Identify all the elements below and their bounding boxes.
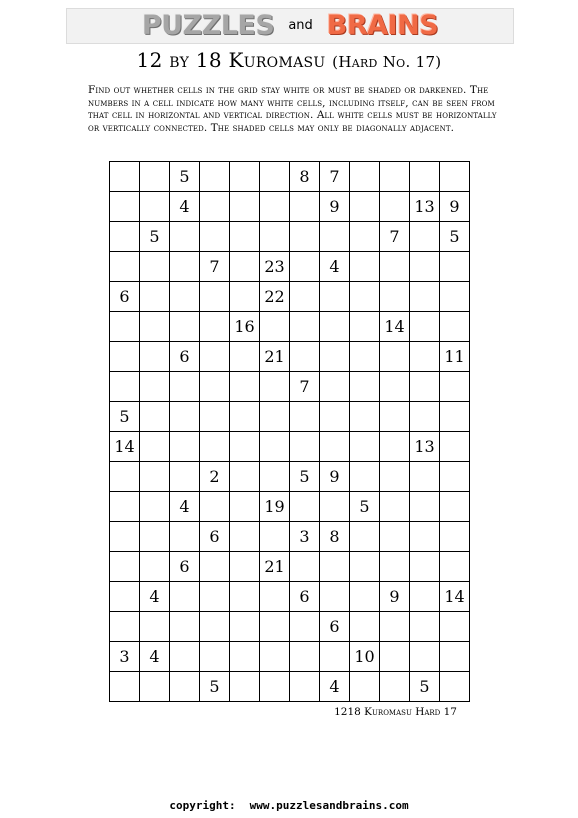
grid-cell[interactable]	[290, 492, 320, 522]
grid-cell[interactable]	[260, 672, 290, 702]
clue-cell[interactable]: 6	[200, 522, 230, 552]
grid-cell[interactable]	[350, 522, 380, 552]
grid-cell[interactable]	[170, 252, 200, 282]
grid-cell[interactable]	[290, 432, 320, 462]
grid-cell[interactable]	[440, 612, 470, 642]
clue-cell[interactable]: 7	[200, 252, 230, 282]
clue-cell[interactable]: 6	[170, 552, 200, 582]
grid-cell[interactable]	[410, 402, 440, 432]
grid-cell[interactable]	[350, 282, 380, 312]
grid-cell[interactable]	[170, 312, 200, 342]
clue-cell[interactable]: 14	[440, 582, 470, 612]
grid-cell[interactable]	[110, 342, 140, 372]
grid-cell[interactable]	[290, 312, 320, 342]
grid-cell[interactable]	[380, 432, 410, 462]
grid-cell[interactable]	[140, 462, 170, 492]
grid-cell[interactable]	[410, 582, 440, 612]
grid-cell[interactable]	[110, 522, 140, 552]
grid-cell[interactable]	[350, 222, 380, 252]
puzzle-grid	[109, 161, 470, 702]
grid-cell[interactable]	[410, 522, 440, 552]
grid-cell[interactable]	[380, 192, 410, 222]
grid-cell[interactable]	[410, 162, 440, 192]
clue-cell[interactable]: 8	[290, 162, 320, 192]
grid-cell[interactable]	[320, 642, 350, 672]
grid-cell[interactable]	[350, 162, 380, 192]
grid-cell[interactable]	[350, 402, 380, 432]
header-banner	[66, 8, 514, 44]
grid-cell[interactable]	[200, 192, 230, 222]
grid-cell[interactable]	[140, 402, 170, 432]
grid-cell[interactable]	[410, 282, 440, 312]
clue-cell[interactable]: 5	[200, 672, 230, 702]
grid-cell[interactable]	[140, 432, 170, 462]
grid-cell[interactable]	[140, 312, 170, 342]
clue-cell[interactable]: 4	[170, 492, 200, 522]
grid-cell[interactable]	[410, 342, 440, 372]
grid-cell[interactable]	[170, 582, 200, 612]
clue-cell[interactable]: 10	[350, 642, 380, 672]
clue-cell[interactable]: 14	[110, 432, 140, 462]
grid-cell[interactable]	[200, 492, 230, 522]
grid-cell[interactable]	[230, 402, 260, 432]
grid-cell[interactable]	[350, 192, 380, 222]
grid-cell[interactable]	[110, 612, 140, 642]
grid-cell[interactable]	[410, 372, 440, 402]
grid-cell[interactable]	[260, 582, 290, 612]
grid-cell[interactable]	[170, 402, 200, 432]
clue-cell[interactable]: 13	[410, 192, 440, 222]
grid-cell[interactable]	[350, 612, 380, 642]
grid-cell[interactable]	[170, 282, 200, 312]
clue-cell[interactable]: 5	[290, 462, 320, 492]
grid-cell[interactable]	[110, 582, 140, 612]
grid-cell[interactable]	[410, 552, 440, 582]
grid-cell[interactable]	[350, 672, 380, 702]
grid-cell[interactable]	[230, 672, 260, 702]
grid-cell[interactable]	[440, 432, 470, 462]
grid-cell[interactable]	[380, 372, 410, 402]
grid-cell[interactable]	[410, 642, 440, 672]
grid-cell[interactable]	[380, 162, 410, 192]
grid-cell[interactable]	[200, 312, 230, 342]
grid-cell[interactable]	[110, 252, 140, 282]
puzzle-caption: 1218 Kuromasu Hard 17	[334, 706, 457, 718]
grid-cell[interactable]	[320, 402, 350, 432]
grid-cell[interactable]	[140, 252, 170, 282]
grid-cell[interactable]	[140, 522, 170, 552]
grid-cell[interactable]	[230, 642, 260, 672]
grid-cell[interactable]	[350, 252, 380, 282]
clue-cell[interactable]: 9	[440, 192, 470, 222]
grid-cell[interactable]	[200, 342, 230, 372]
grid-cell[interactable]	[260, 612, 290, 642]
grid-cell[interactable]	[230, 372, 260, 402]
logo-word-and: and	[288, 18, 313, 33]
grid-cell[interactable]	[320, 492, 350, 522]
grid-cell[interactable]	[260, 192, 290, 222]
puzzle-title-sub: (Hard No. 17)	[332, 53, 442, 71]
grid-cell[interactable]	[380, 342, 410, 372]
clue-cell[interactable]: 21	[260, 342, 290, 372]
grid-cell[interactable]	[290, 222, 320, 252]
grid-cell[interactable]	[320, 282, 350, 312]
grid-cell[interactable]	[320, 342, 350, 372]
grid-cell[interactable]	[140, 552, 170, 582]
grid-cell[interactable]	[380, 642, 410, 672]
grid-cell[interactable]	[320, 432, 350, 462]
clue-cell[interactable]: 16	[230, 312, 260, 342]
grid-cell[interactable]	[440, 522, 470, 552]
grid-cell[interactable]	[230, 192, 260, 222]
grid-cell[interactable]	[380, 492, 410, 522]
grid-cell[interactable]	[380, 552, 410, 582]
grid-cell[interactable]	[350, 312, 380, 342]
grid-cell[interactable]	[170, 432, 200, 462]
clue-cell[interactable]: 14	[380, 312, 410, 342]
grid-cell[interactable]	[260, 522, 290, 552]
grid-cell[interactable]	[440, 462, 470, 492]
clue-cell[interactable]: 6	[320, 612, 350, 642]
clue-cell[interactable]: 22	[260, 282, 290, 312]
site-logo	[67, 10, 513, 41]
grid-cell[interactable]	[260, 222, 290, 252]
grid-cell[interactable]	[260, 402, 290, 432]
clue-cell[interactable]: 11	[440, 342, 470, 372]
grid-cell[interactable]	[110, 312, 140, 342]
instructions-text: Find out whether cells in the grid stay white or must be shaded or darkened. The numbers in a cell indicate how many white cells, including itself, can be seen from that cell in horizontal and vertical direction. All white cells must be horizontally or vertically connected. The shaded cells may only be diagonally adjacent.	[88, 84, 497, 134]
clue-cell[interactable]: 4	[170, 192, 200, 222]
grid-cell[interactable]	[290, 342, 320, 372]
grid-cell[interactable]	[410, 492, 440, 522]
grid-cell[interactable]	[410, 252, 440, 282]
clue-cell[interactable]: 4	[320, 252, 350, 282]
grid-cell[interactable]	[260, 462, 290, 492]
grid-cell[interactable]	[290, 672, 320, 702]
grid-cell[interactable]	[410, 462, 440, 492]
clue-cell[interactable]: 3	[110, 642, 140, 672]
grid-cell[interactable]	[440, 402, 470, 432]
grid-cell[interactable]	[200, 552, 230, 582]
grid-cell[interactable]	[350, 342, 380, 372]
grid-cell[interactable]	[440, 252, 470, 282]
grid-cell[interactable]	[230, 492, 260, 522]
grid-cell[interactable]	[230, 252, 260, 282]
grid-cell[interactable]	[140, 372, 170, 402]
clue-cell[interactable]: 7	[380, 222, 410, 252]
grid-cell[interactable]	[380, 522, 410, 552]
grid-cell[interactable]	[200, 402, 230, 432]
grid-cell[interactable]	[110, 672, 140, 702]
clue-cell[interactable]: 7	[320, 162, 350, 192]
clue-cell[interactable]: 9	[320, 462, 350, 492]
grid-cell[interactable]	[230, 432, 260, 462]
grid-cell[interactable]	[410, 222, 440, 252]
puzzle-title	[0, 48, 578, 72]
clue-cell[interactable]: 23	[260, 252, 290, 282]
grid-cell[interactable]	[320, 582, 350, 612]
grid-cell[interactable]	[200, 612, 230, 642]
grid-cell[interactable]	[440, 642, 470, 672]
website-link[interactable]: www.puzzlesandbrains.com	[249, 799, 409, 812]
grid-cell[interactable]	[200, 222, 230, 252]
grid-cell[interactable]	[140, 672, 170, 702]
grid-cell[interactable]	[200, 432, 230, 462]
grid-cell[interactable]	[440, 672, 470, 702]
clue-cell[interactable]: 9	[380, 582, 410, 612]
grid-cell[interactable]	[260, 312, 290, 342]
grid-cell[interactable]	[170, 672, 200, 702]
grid-cell[interactable]	[140, 342, 170, 372]
grid-cell[interactable]	[260, 642, 290, 672]
clue-cell[interactable]: 6	[110, 282, 140, 312]
grid-cell[interactable]	[440, 552, 470, 582]
grid-cell[interactable]	[350, 462, 380, 492]
clue-cell[interactable]: 4	[140, 582, 170, 612]
grid-cell[interactable]	[200, 582, 230, 612]
grid-cell[interactable]	[260, 372, 290, 402]
clue-cell[interactable]: 6	[290, 582, 320, 612]
grid-cell[interactable]	[290, 402, 320, 432]
clue-cell[interactable]: 4	[320, 672, 350, 702]
grid-cell[interactable]	[440, 162, 470, 192]
grid-cell[interactable]	[380, 252, 410, 282]
grid-cell[interactable]	[140, 492, 170, 522]
footer-copyright	[0, 799, 578, 812]
grid-cell[interactable]	[110, 192, 140, 222]
clue-cell[interactable]: 5	[350, 492, 380, 522]
grid-cell[interactable]	[230, 552, 260, 582]
clue-cell[interactable]: 8	[320, 522, 350, 552]
grid-cell[interactable]	[350, 552, 380, 582]
grid-cell[interactable]	[260, 432, 290, 462]
clue-cell[interactable]: 21	[260, 552, 290, 582]
grid-cell[interactable]	[440, 372, 470, 402]
grid-cell[interactable]	[170, 642, 200, 672]
grid-cell[interactable]	[230, 342, 260, 372]
grid-cell[interactable]	[140, 282, 170, 312]
grid-cell[interactable]	[200, 372, 230, 402]
grid-cell[interactable]	[440, 312, 470, 342]
grid-cell[interactable]	[320, 552, 350, 582]
grid-cell[interactable]	[410, 612, 440, 642]
grid-cell[interactable]	[170, 222, 200, 252]
grid-cell[interactable]	[230, 222, 260, 252]
clue-cell[interactable]: 7	[290, 372, 320, 402]
grid-cell[interactable]	[380, 282, 410, 312]
grid-cell[interactable]	[230, 522, 260, 552]
clue-cell[interactable]: 4	[140, 642, 170, 672]
grid-cell[interactable]	[350, 372, 380, 402]
grid-cell[interactable]	[200, 642, 230, 672]
grid-cell[interactable]	[290, 252, 320, 282]
grid-cell[interactable]	[290, 192, 320, 222]
clue-cell[interactable]: 19	[260, 492, 290, 522]
grid-cell[interactable]	[290, 552, 320, 582]
grid-cell[interactable]	[170, 372, 200, 402]
grid-cell[interactable]	[320, 372, 350, 402]
grid-cell[interactable]	[380, 462, 410, 492]
grid-cell[interactable]	[170, 462, 200, 492]
grid-cell[interactable]	[440, 282, 470, 312]
grid-cell[interactable]	[110, 372, 140, 402]
logo-word-puzzles: PUZZLES	[141, 10, 275, 41]
clue-cell[interactable]: 5	[440, 222, 470, 252]
grid-cell[interactable]	[290, 612, 320, 642]
clue-cell[interactable]: 9	[320, 192, 350, 222]
grid-cell[interactable]	[230, 162, 260, 192]
grid-cell[interactable]	[110, 552, 140, 582]
grid-cell[interactable]	[440, 492, 470, 522]
clue-cell[interactable]: 5	[170, 162, 200, 192]
grid-cell[interactable]	[380, 612, 410, 642]
puzzle-title-main: 12 by 18 Kuromasu	[136, 48, 326, 72]
clue-cell[interactable]: 13	[410, 432, 440, 462]
grid-cell[interactable]	[110, 492, 140, 522]
grid-cell[interactable]	[380, 672, 410, 702]
grid-cell[interactable]	[170, 612, 200, 642]
grid-cell[interactable]	[380, 402, 410, 432]
grid-cell[interactable]	[290, 282, 320, 312]
grid-cell[interactable]	[140, 162, 170, 192]
grid-cell[interactable]	[410, 312, 440, 342]
grid-cell[interactable]	[230, 612, 260, 642]
clue-cell[interactable]: 2	[200, 462, 230, 492]
copyright-label: copyright:	[169, 799, 236, 812]
grid-cell[interactable]	[350, 582, 380, 612]
grid-cell[interactable]	[230, 582, 260, 612]
logo-word-brains: BRAINS	[326, 10, 439, 41]
grid-cell[interactable]	[320, 312, 350, 342]
clue-cell[interactable]: 6	[170, 342, 200, 372]
grid-cell[interactable]	[110, 462, 140, 492]
grid-cell[interactable]	[140, 192, 170, 222]
clue-cell[interactable]: 5	[110, 402, 140, 432]
grid-cell[interactable]	[110, 222, 140, 252]
clue-cell[interactable]: 5	[140, 222, 170, 252]
grid-cell[interactable]	[140, 612, 170, 642]
grid-cell[interactable]	[230, 462, 260, 492]
grid-cell[interactable]	[200, 282, 230, 312]
grid-cell[interactable]	[260, 162, 290, 192]
grid-cell[interactable]	[170, 522, 200, 552]
grid-cell[interactable]	[320, 222, 350, 252]
grid-cell[interactable]	[200, 162, 230, 192]
clue-cell[interactable]: 5	[410, 672, 440, 702]
grid-cell[interactable]	[110, 162, 140, 192]
grid-cell[interactable]	[350, 432, 380, 462]
clue-cell[interactable]: 3	[290, 522, 320, 552]
grid-cell[interactable]	[230, 282, 260, 312]
grid-cell[interactable]	[290, 642, 320, 672]
